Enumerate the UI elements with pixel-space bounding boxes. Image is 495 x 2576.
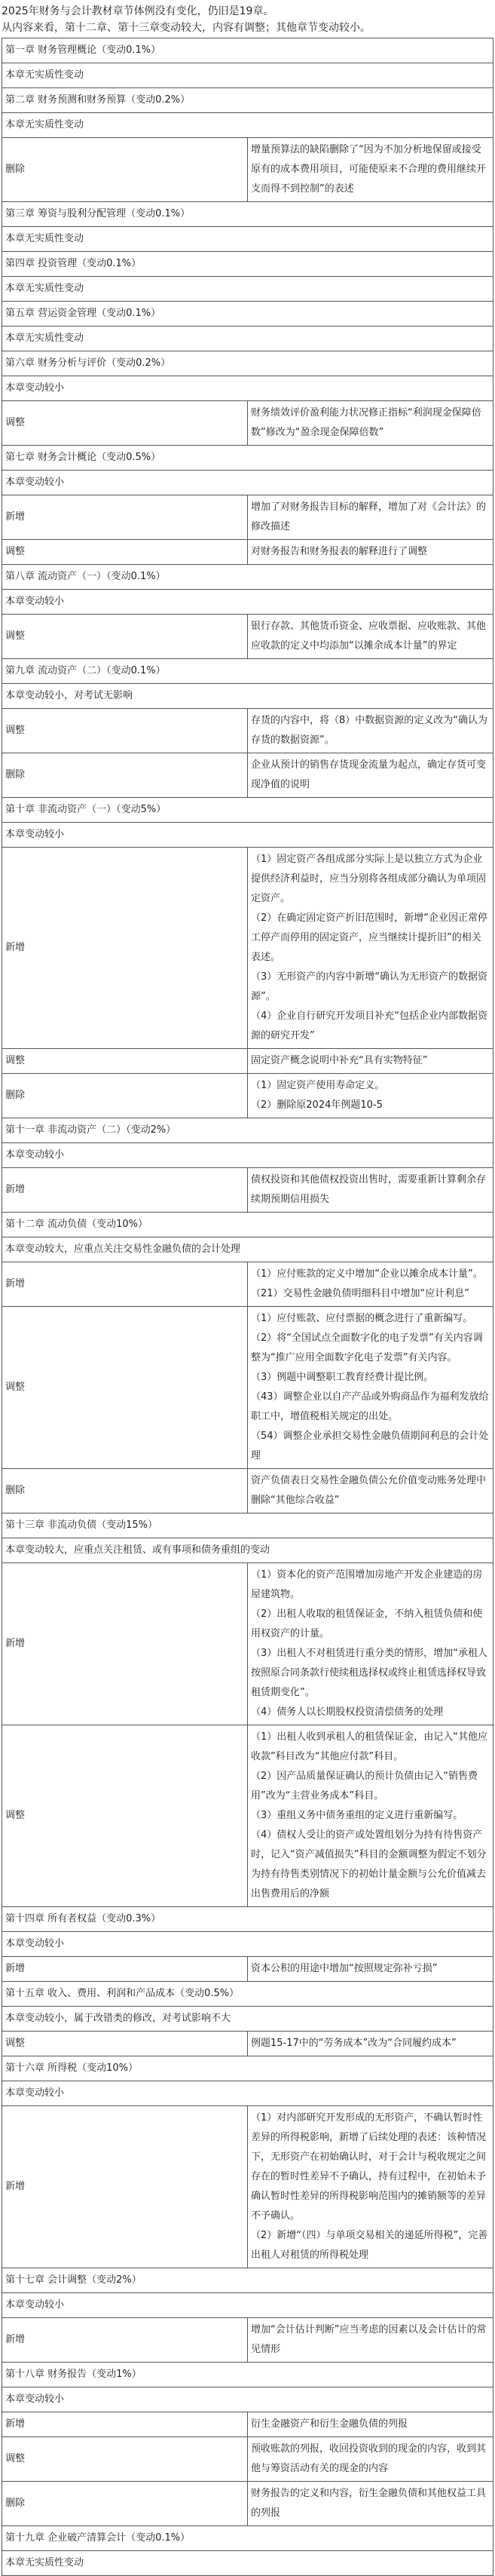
change-description — [248, 1074, 493, 1118]
change-row — [2, 1307, 493, 1469]
change-description — [248, 2106, 493, 2268]
change-item: （1）出租人收到承租人的租赁保证金，由记入“其他应收款”科目改为“其他应付款”科目。 — [251, 1731, 488, 1762]
change-item: （2）出租人收取的租赁保证金，不纳入租赁负债和使用权资产的计量。 — [251, 1608, 483, 1639]
change-row — [2, 1074, 493, 1118]
chapter-title-row — [2, 38, 493, 63]
change-row — [2, 709, 493, 753]
intro-line-1: 2025年财务与会计教材章节体例没有变化，仍旧是19章。 — [2, 5, 274, 17]
change-item: 存货的内容中，将（8）中数据资源的定义改为“确认为存货的数据资源”。 — [251, 715, 488, 746]
change-type-label: 新增 — [2, 1168, 248, 1213]
change-row — [2, 1957, 493, 1982]
chapter-change-level: 本章变动较小 — [2, 2387, 493, 2412]
chapter-title: 第十三章 非流动负债（变动15%） — [2, 1513, 493, 1538]
change-item: （54）调整企业承担交易性金融负债期间利息的会计处理 — [251, 1431, 489, 1461]
chapter-change-level: 本章变动较小 — [2, 1932, 493, 1957]
change-row — [2, 848, 493, 1049]
chapter-title: 第一章 财务管理概论（变动0.1%） — [2, 38, 493, 63]
change-item: （3）出租人不对租赁进行重分类的情形，增加“承租人按照原合同条款行使续租选择权或终止租赁选择权导致租赁期变化”。 — [251, 1648, 488, 1698]
chapter-summary-row — [2, 2007, 493, 2032]
chapter-summary-row — [2, 2551, 493, 2576]
change-type-label: 新增 — [2, 2318, 248, 2363]
change-description — [248, 2412, 493, 2437]
chapter-summary-row — [2, 471, 493, 495]
change-type-label: 调整 — [2, 1725, 248, 1907]
change-row — [2, 753, 493, 798]
change-item: （4）债权人受让的资产或处置组划分为持有待售资产时，记入“资产减值损失”科目的金额调整为假定不划分为持有待售类别情况下的初始计量金额与公允价值减去出售费用后的净额 — [251, 1829, 487, 1900]
chapter-summary-row — [2, 327, 493, 351]
change-description — [248, 615, 493, 659]
chapter-title: 第十九章 企业破产清算会计（变动0.1%） — [2, 2526, 493, 2551]
change-item: 资本公积的用途中增加“按照规定弥补亏损” — [251, 1963, 438, 1974]
change-item: （2）因产品质量保证确认的预计负债由记入“销售费用”改为“主营业务成本”科目。 — [251, 1771, 478, 1802]
change-row — [2, 495, 493, 540]
chapter-title: 第九章 流动资产（二）（变动0.1%） — [2, 659, 493, 684]
change-row — [2, 2412, 493, 2437]
chapter-title: 第十八章 财务报告（变动1%） — [2, 2363, 493, 2387]
change-type-label: 调整 — [2, 2437, 248, 2482]
change-row — [2, 2032, 493, 2056]
change-row — [2, 1725, 493, 1907]
change-item: （1）资本化的资产范围增加房地产开发企业建造的房屋建筑物。 — [251, 1569, 483, 1600]
chapter-summary-row — [2, 1143, 493, 1168]
change-item: （2）在确定固定资产折旧范围时，新增“企业因正常停工停产而停用的固定资产，应当继续计提折旧”的相关表述。 — [251, 912, 488, 963]
chapter-summary-row — [2, 63, 493, 88]
change-item: 债权投资和其他债权投资出售时，需要重新计算剩余存续期预期信用损失 — [251, 1174, 487, 1205]
chapter-title-row — [2, 1118, 493, 1143]
change-type-label: 删除 — [2, 1074, 248, 1118]
change-description — [248, 1262, 493, 1307]
change-description — [248, 2318, 493, 2363]
change-description — [248, 1957, 493, 1982]
change-item: 预收账款的列报，收回投资收到的现金的内容，收到其他与筹资活动有关的现金的内容 — [251, 2443, 487, 2474]
chapter-title-row — [2, 252, 493, 277]
change-description — [248, 1469, 493, 1513]
intro — [0, 0, 495, 38]
chapter-title-row — [2, 88, 493, 113]
chapter-change-level: 本章变动较小 — [2, 823, 493, 848]
chapter-change-level: 本章无实质性变动 — [2, 327, 493, 351]
change-type-label: 新增 — [2, 2412, 248, 2437]
chapter-title-row — [2, 2363, 493, 2387]
chapter-change-level: 本章变动较小 — [2, 2081, 493, 2106]
chapter-title: 第十四章 所有者权益（变动0.3%） — [2, 1907, 493, 1932]
chapter-title-row — [2, 565, 493, 590]
change-item: 增量预算法的缺陷删除了“因为不加分析地保留或接受原有的成本费用项目，可能使原来不合理的费用继续开支而得不到控制”的表述 — [251, 144, 487, 195]
change-item: 银行存款、其他货币资金、应收票据、应收账款、其他应收款的定义中均添加“以摊余成本计量”的界定 — [251, 621, 487, 652]
change-type-label: 调整 — [2, 1049, 248, 1074]
chapter-title-row — [2, 2526, 493, 2551]
chapter-summary-row — [2, 227, 493, 252]
change-row — [2, 615, 493, 659]
change-description — [248, 1049, 493, 1074]
chapter-change-level: 本章变动较大，应重点关注租赁、或有事项和债务重组的变动 — [2, 1538, 493, 1563]
chapter-title: 第八章 流动资产（一）（变动0.1%） — [2, 565, 493, 590]
chapter-title-row — [2, 1907, 493, 1932]
chapter-change-level: 本章变动较小，属于改错类的修改，对考试影响不大 — [2, 2007, 493, 2032]
change-item: （2）将“全国试点全面数字化的电子发票”有关内容调整为“推广应用全面数字化电子发票”有关内容。 — [251, 1332, 483, 1363]
change-item: 增加了对财务报告目标的解释，增加了对《会计法》的修改描述 — [251, 501, 487, 532]
chapter-title: 第四章 投资管理（变动0.1%） — [2, 252, 493, 277]
change-item: （1）固定资产各组成部分实际上是以独立方式为企业提供经济利益时，应当分别将各组成部分确认为单项固定资产。 — [251, 854, 487, 904]
chapter-summary-row — [2, 2293, 493, 2318]
change-type-label: 调整 — [2, 1307, 248, 1469]
chapter-summary-row — [2, 113, 493, 138]
chapter-title: 第十五章 收入、费用、利润和产品成本（变动0.5%） — [2, 1982, 493, 2007]
change-row — [2, 2318, 493, 2363]
change-type-label: 删除 — [2, 1469, 248, 1513]
chapter-change-table — [2, 38, 493, 2576]
chapter-title-row — [2, 798, 493, 823]
chapter-change-level: 本章变动较小 — [2, 376, 493, 401]
change-type-label: 新增 — [2, 1563, 248, 1725]
change-item: （1）固定资产使用寿命定义。 — [251, 1080, 385, 1091]
change-description — [248, 709, 493, 753]
chapter-summary-row — [2, 2387, 493, 2412]
chapter-title: 第十二章 流动负债（变动10%） — [2, 1213, 493, 1237]
chapter-title-row — [2, 1513, 493, 1538]
chapter-title: 第十章 非流动资产（一）（变动5%） — [2, 798, 493, 823]
change-type-label: 新增 — [2, 2106, 248, 2268]
chapter-title: 第六章 财务分析与评价（变动0.2%） — [2, 351, 493, 376]
chapter-change-level: 本章变动较小 — [2, 590, 493, 615]
change-description — [248, 495, 493, 540]
chapter-summary-row — [2, 684, 493, 709]
chapter-title-row — [2, 659, 493, 684]
change-type-label: 删除 — [2, 2482, 248, 2526]
change-row — [2, 1049, 493, 1074]
change-row — [2, 2482, 493, 2526]
chapter-title: 第五章 营运资金管理（变动0.1%） — [2, 302, 493, 327]
change-item: （4）债务人以长期股权投资清偿债务的处理 — [251, 1707, 444, 1718]
change-description — [248, 2482, 493, 2526]
chapter-summary-row — [2, 376, 493, 401]
chapter-change-level: 本章变动较小，对考试无影响 — [2, 684, 493, 709]
chapter-change-level: 本章变动较小 — [2, 471, 493, 495]
change-item: （3）例题中调整职工教育经费计提比例。 — [251, 1372, 434, 1383]
change-item: （1）应付账款、应付票据的概念进行了重新编写。 — [251, 1313, 473, 1324]
chapter-title: 第三章 筹资与股利分配管理（变动0.1%） — [2, 202, 493, 227]
change-type-label: 调整 — [2, 2032, 248, 2056]
change-description — [248, 848, 493, 1049]
change-row — [2, 2106, 493, 2268]
chapter-change-level: 本章变动较小 — [2, 1143, 493, 1168]
change-item: （1）应付账款的定义中增加“企业以摊余成本计量”。 — [251, 1268, 483, 1280]
change-description — [248, 138, 493, 202]
change-type-label: 删除 — [2, 138, 248, 202]
change-row — [2, 540, 493, 565]
change-type-label: 调整 — [2, 540, 248, 565]
change-description — [248, 1307, 493, 1469]
change-row — [2, 1563, 493, 1725]
change-item: （2）新增“（四）与单项交易相关的递延所得税”，完善出租人对租赁的所得税处理 — [251, 2230, 488, 2261]
chapter-title: 第十七章 会计调整（变动2%） — [2, 2268, 493, 2293]
change-description — [248, 753, 493, 798]
chapter-title-row — [2, 1982, 493, 2007]
chapter-title: 第二章 财务预测和财务预算（变动0.2%） — [2, 88, 493, 113]
chapter-summary-row — [2, 2081, 493, 2106]
change-item: （2）删除原2024年例题10-5 — [251, 1099, 383, 1111]
change-row — [2, 138, 493, 202]
chapter-title-row — [2, 351, 493, 376]
chapter-change-level: 本章无实质性变动 — [2, 2551, 493, 2576]
chapter-summary-row — [2, 1538, 493, 1563]
chapter-change-level: 本章无实质性变动 — [2, 63, 493, 88]
change-item: （43）调整企业以自产产品或外购商品作为福利发放给职工中，增值税相关规定的出处。 — [251, 1391, 489, 1422]
change-row — [2, 2437, 493, 2482]
chapter-title: 第七章 财务会计概论（变动0.5%） — [2, 446, 493, 471]
chapter-title-row — [2, 2268, 493, 2293]
change-row — [2, 1168, 493, 1213]
change-item: 增加“会计估计判断”应当考虑的因素以及会计估计的常见情形 — [251, 2324, 487, 2355]
chapter-title-row — [2, 1213, 493, 1237]
change-type-label: 新增 — [2, 495, 248, 540]
change-row — [2, 1469, 493, 1513]
change-description — [248, 1168, 493, 1213]
change-description — [248, 1563, 493, 1725]
change-type-label: 调整 — [2, 401, 248, 446]
change-row — [2, 1262, 493, 1307]
chapter-title-row — [2, 2056, 493, 2081]
change-item: （1）对内部研究开发形成的无形资产，不确认暂时性差异的所得税影响，新增了后续处理的表述：该种情况下，无形资产在初始确认时，对于会计与税收规定之间存在的暂时性差异不予确认，持有过程中，在初始未予确认暂时性差异的所得税影响范围内的摊销额等的差异不予确认。 — [251, 2112, 487, 2222]
change-description — [248, 540, 493, 565]
chapter-summary-row — [2, 590, 493, 615]
chapter-change-level: 本章变动较大，应重点关注交易性金融负债的会计处理 — [2, 1237, 493, 1262]
chapter-title-row — [2, 446, 493, 471]
change-item: 衍生金融资产和衍生金融负债的列报 — [251, 2418, 408, 2430]
change-type-label: 调整 — [2, 615, 248, 659]
chapter-change-level: 本章无实质性变动 — [2, 113, 493, 138]
change-item: 例题15-17中的“劳务成本”改为“合同履约成本” — [251, 2038, 457, 2049]
change-row — [2, 401, 493, 446]
chapter-change-level: 本章无实质性变动 — [2, 227, 493, 252]
change-item: （4）企业自行研究开发项目补充“包括企业内部数据资源的研究开发” — [251, 1010, 488, 1041]
change-description — [248, 401, 493, 446]
change-item: 固定资产概念说明中补充“具有实物特征” — [251, 1055, 428, 1066]
chapter-title: 第十一章 非流动资产（二）（变动2%） — [2, 1118, 493, 1143]
chapter-title: 第十六章 所得税（变动10%） — [2, 2056, 493, 2081]
chapter-summary-row — [2, 823, 493, 848]
change-item: （3）无形资产的内容中新增“确认为无形资产的数据资源”。 — [251, 971, 488, 1002]
change-type-label: 新增 — [2, 848, 248, 1049]
intro-line-2: 从内容来看，第十二章、第十三章变动较大，内容有调整；其他章节变动较小。 — [2, 22, 371, 34]
change-type-label: 调整 — [2, 709, 248, 753]
change-item: 财务报告的定义和内容，衍生金融负债和其他权益工具的列报 — [251, 2488, 487, 2519]
chapter-summary-row — [2, 277, 493, 302]
change-description — [248, 1725, 493, 1907]
chapter-change-level: 本章无实质性变动 — [2, 277, 493, 302]
change-item: 财务绩效评价盈利能力状况修正指标“利润现金保障倍数”修改为“盈余现金保障倍数” — [251, 407, 481, 438]
change-item: （21）交易性金融负债明细科目中增加“应计利息” — [251, 1288, 470, 1299]
change-type-label: 删除 — [2, 753, 248, 798]
change-item: 资产负债表日交易性金融负债公允价值变动账务处理中删除“其他综合收益” — [251, 1475, 487, 1506]
change-type-label: 新增 — [2, 1957, 248, 1982]
change-item: 企业从预计的销售存货现金流量为起点，确定存货可变现净值的说明 — [251, 759, 487, 790]
chapter-change-level: 本章变动较小 — [2, 2293, 493, 2318]
chapter-summary-row — [2, 1932, 493, 1957]
change-item: （3）重组义务中债务重组的定义进行重新编写。 — [251, 1810, 463, 1821]
change-description — [248, 2437, 493, 2482]
chapter-title-row — [2, 202, 493, 227]
change-description — [248, 2032, 493, 2056]
change-item: 对财务报告和财务报表的解释进行了调整 — [251, 546, 428, 557]
chapter-summary-row — [2, 1237, 493, 1262]
chapter-change-table-body — [2, 38, 493, 2576]
chapter-title-row — [2, 302, 493, 327]
change-type-label: 新增 — [2, 1262, 248, 1307]
